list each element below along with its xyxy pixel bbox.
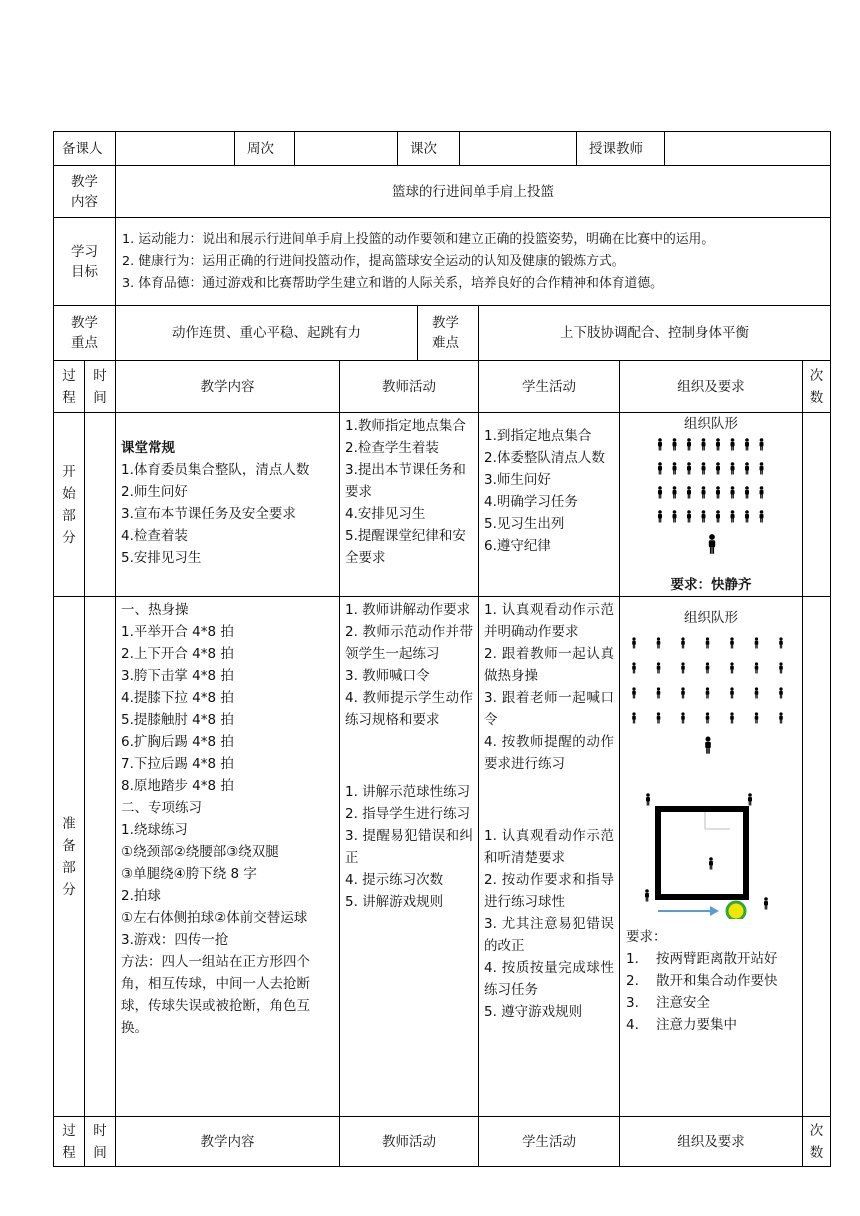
start-teacher-item: 1.教师指定地点集合 <box>345 418 466 434</box>
phase-prep: 准备部分 <box>54 597 85 1117</box>
prep-student-item: 3. 跟着老师一起喊口令 <box>484 690 614 728</box>
prep-student-item: 4. 按教师提醒的动作要求进行练习 <box>484 734 614 772</box>
start-student-item: 2.体委整队清点人数 <box>484 450 605 466</box>
content-label: 教学内容 <box>54 166 116 218</box>
preparer-label: 备课人 <box>54 132 116 165</box>
prep-teacher-item: 3. 教师喊口令 <box>345 668 430 684</box>
student-figure <box>632 712 636 723</box>
prep-content-item: 二、专项练习 <box>121 800 202 816</box>
student-figure <box>745 438 749 450</box>
student-figure <box>730 687 734 698</box>
student-figure <box>755 662 759 673</box>
prep-teacher-item: 3. 提醒易犯错误和纠正 <box>345 828 473 866</box>
prep-content-item: 1.平举开合 4*8 拍 <box>121 624 234 640</box>
student-figure <box>716 462 720 474</box>
prep-teacher-item: 4. 提示练习次数 <box>345 872 444 888</box>
student-figure <box>687 486 691 498</box>
start-teacher-item: 2.检查学生着装 <box>345 440 439 456</box>
student-figure <box>779 687 783 698</box>
start-content-item: 2.师生问好 <box>121 484 188 500</box>
goal-item: 3. 体育品德：通过游戏和比赛帮助学生建立和谐的人际关系，培养良好的合作精神和体育道德。 <box>122 275 663 291</box>
student-figure <box>731 510 735 522</box>
start-formation-diagram <box>620 435 803 567</box>
start-org-title: 组织队形 <box>684 416 738 432</box>
corner-player <box>748 793 752 805</box>
prep-content-item: 一、热身操 <box>121 602 189 618</box>
student-figure <box>702 510 706 522</box>
student-figure <box>730 637 734 648</box>
prep-content-item: 6.扩胸后踢 4*8 拍 <box>121 734 234 750</box>
prep-req-item: 4. 注意力要集中 <box>626 1017 737 1033</box>
student-figure <box>779 712 783 723</box>
prep-content-item: ①左右体侧拍球②体前交替运球 <box>121 910 308 926</box>
pass-arrow-head <box>710 906 719 916</box>
student-figure <box>755 712 759 723</box>
start-content-item: 3.宣布本节课任务及安全要求 <box>121 506 296 522</box>
footer-col-process: 过程 <box>54 1117 85 1167</box>
student-figure <box>779 637 783 648</box>
prep-student-item: 3. 尤其注意易犯错误的改正 <box>484 916 614 954</box>
student-figure <box>730 712 734 723</box>
lesson-label: 课次 <box>398 132 460 165</box>
student-figure <box>658 462 662 474</box>
prep-teacher-item: 5. 讲解游戏规则 <box>345 894 444 910</box>
start-org-requirement: 要求：快静齐 <box>670 577 752 593</box>
col-teacher: 教师活动 <box>340 361 479 413</box>
prep-content-item: 5.提膝触肘 4*8 拍 <box>121 712 234 728</box>
student-figure <box>658 510 662 522</box>
student-figure <box>658 438 662 450</box>
corner-player <box>764 897 768 909</box>
student-figure <box>731 462 735 474</box>
start-student-item: 3.师生问好 <box>484 472 551 488</box>
prep-content-item: 2.上下开合 4*8 拍 <box>121 646 234 662</box>
col-count: 次数 <box>803 361 831 413</box>
student-figure <box>702 438 706 450</box>
student-figure <box>657 662 661 673</box>
footer-col-content: 教学内容 <box>116 1117 340 1167</box>
start-content-title: 课堂常规 <box>121 440 175 456</box>
student-figure <box>706 662 710 673</box>
week-label: 周次 <box>235 132 295 165</box>
student-figure <box>760 486 764 498</box>
diff-value: 上下肢协调配合、控制身体平衡 <box>479 306 831 361</box>
student-figure <box>755 637 759 648</box>
student-figure <box>730 662 734 673</box>
student-figure <box>760 510 764 522</box>
prep-teacher-item: 2. 教师示范动作并带领学生一起练习 <box>345 624 473 662</box>
prep-student-item: 1. 认真观看动作示范和听清楚要求 <box>484 828 614 866</box>
prep-content-item: ①绕颈部②绕腰部③绕双腿 <box>121 844 279 860</box>
footer-col-time: 时间 <box>85 1117 116 1167</box>
student-figure <box>657 637 661 648</box>
student-figure <box>716 438 720 450</box>
teacher-figure <box>709 534 715 554</box>
student-figure <box>706 687 710 698</box>
col-process: 过程 <box>54 361 85 413</box>
student-figure <box>745 462 749 474</box>
student-figure <box>657 712 661 723</box>
week-value[interactable] <box>295 132 398 165</box>
prep-teacher-item: 2. 指导学生进行练习 <box>345 806 471 822</box>
content-value: 篮球的行进间单手肩上投篮 <box>116 166 831 218</box>
student-figure <box>687 438 691 450</box>
start-content-item: 1.体育委员集合整队，清点人数 <box>121 462 310 478</box>
prep-req-item: 3. 注意安全 <box>626 995 710 1011</box>
start-content-item: 4.检查着装 <box>121 528 188 544</box>
student-figure <box>673 462 677 474</box>
student-figure <box>760 438 764 450</box>
diff-label: 教学难点 <box>417 306 478 360</box>
student-figure <box>706 712 710 723</box>
start-teacher-item: 5.提醒课堂纪律和安全要求 <box>345 528 466 566</box>
start-student-item: 5.见习生出列 <box>484 516 565 532</box>
ball-icon <box>727 902 745 919</box>
start-content-item: 5.安排见习生 <box>121 550 202 566</box>
start-student-item: 4.明确学习任务 <box>484 494 578 510</box>
prep-student-item: 4. 按质按量完成球性练习任务 <box>484 960 614 998</box>
prep-content-item: 4.提膝下拉 4*8 拍 <box>121 690 234 706</box>
prep-content-item: 8.原地踏步 4*8 拍 <box>121 778 234 794</box>
start-student-item: 1.到指定地点集合 <box>484 428 592 444</box>
prep-content-item: 7.下拉后踢 4*8 拍 <box>121 756 234 772</box>
prep-formation-diagram <box>620 629 803 919</box>
lesson-value[interactable] <box>460 132 577 165</box>
student-figure <box>681 712 685 723</box>
key-label: 教学重点 <box>54 306 116 361</box>
student-figure <box>716 510 720 522</box>
student-figure <box>632 637 636 648</box>
prep-content-item: 1.绕球练习 <box>121 822 188 838</box>
prep-req-label: 要求： <box>626 929 667 945</box>
student-figure <box>745 486 749 498</box>
student-figure <box>706 637 710 648</box>
prep-req-list <box>620 948 802 1036</box>
teacher-label: 授课教师 <box>577 132 665 165</box>
prep-content-item: 方法：四人一组站在正方形四个角，相互传球，中间一人去抢断球，传球失误或被抢断，角色互换。 <box>121 954 310 1036</box>
center-player <box>709 857 713 869</box>
prep-content-item: 3.游戏：四传一抢 <box>121 932 229 948</box>
footer-col-student: 学生活动 <box>479 1117 620 1167</box>
phase-start: 开始部分 <box>54 413 85 597</box>
prep-student-item: 5. 遵守游戏规则 <box>484 1004 583 1020</box>
student-figure <box>731 486 735 498</box>
student-figure <box>687 462 691 474</box>
header-row <box>54 132 830 165</box>
prep-teacher-item: 1. 教师讲解动作要求 <box>345 602 471 618</box>
col-content: 教学内容 <box>116 361 340 413</box>
col-student: 学生活动 <box>479 361 620 413</box>
footer-col-org: 组织及要求 <box>620 1117 803 1167</box>
student-figure <box>760 462 764 474</box>
student-figure <box>716 486 720 498</box>
student-figure <box>673 486 677 498</box>
prep-student-item: 1. 认真观看动作示范并明确动作要求 <box>484 602 614 640</box>
student-figure <box>673 510 677 522</box>
student-figure <box>681 637 685 648</box>
start-student-item: 6.遵守纪律 <box>484 538 551 554</box>
prep-content-item: ③单腿绕④胯下绕 8 字 <box>121 866 257 882</box>
court-square <box>658 809 746 897</box>
prep-student-item: 2. 按动作要求和指导进行练习球性 <box>484 872 614 910</box>
goal-item: 1. 运动能力：说出和展示行进间单手肩上投篮的动作要领和建立正确的投篮姿势，明确在比赛中的运用。 <box>122 231 715 247</box>
col-org: 组织及要求 <box>620 361 803 413</box>
goal-item: 2. 健康行为：运用正确的行进间投篮动作，提高篮球安全运动的认知及健康的锻炼方式。 <box>122 253 625 269</box>
corner-player <box>645 889 649 901</box>
prep-org-title: 组织队形 <box>684 610 738 626</box>
prep-req-item: 2. 散开和集合动作要快 <box>626 973 778 989</box>
goals-label: 学习目标 <box>54 218 116 306</box>
prep-student-item: 2. 跟着教师一起认真做热身操 <box>484 646 614 684</box>
footer-col-count: 次数 <box>803 1117 831 1167</box>
student-figure <box>745 510 749 522</box>
prep-teacher-item: 4. 教师提示学生动作练习规格和要求 <box>345 690 473 728</box>
student-figure <box>687 510 691 522</box>
teacher-value[interactable] <box>665 132 830 165</box>
student-figure <box>755 687 759 698</box>
corner-player <box>646 793 650 805</box>
student-figure <box>702 486 706 498</box>
prep-req-item: 1. 按两臂距离散开站好 <box>626 951 778 967</box>
student-figure <box>632 662 636 673</box>
student-figure <box>632 687 636 698</box>
footer-col-teacher: 教师活动 <box>340 1117 479 1167</box>
goals-list <box>122 229 825 295</box>
preparer-value[interactable] <box>116 132 235 165</box>
student-figure <box>731 438 735 450</box>
prep-content-item: 2.拍球 <box>121 888 161 904</box>
prep-teacher-item: 1. 讲解示范球性练习 <box>345 784 471 800</box>
start-teacher-item: 3.提出本节课任务和要求 <box>345 462 466 500</box>
start-teacher-item: 4.安排见习生 <box>345 506 426 522</box>
student-figure <box>673 438 677 450</box>
teacher-figure <box>705 736 711 753</box>
student-figure <box>658 486 662 498</box>
key-value: 动作连贯、重心平稳、起跳有力 <box>172 325 361 341</box>
student-figure <box>702 462 706 474</box>
student-figure <box>681 687 685 698</box>
student-figure <box>779 662 783 673</box>
col-time: 时间 <box>85 361 116 413</box>
prep-content-item: 3.胯下击掌 4*8 拍 <box>121 668 234 684</box>
student-figure <box>681 662 685 673</box>
lesson-plan-table <box>53 131 831 1167</box>
student-figure <box>657 687 661 698</box>
